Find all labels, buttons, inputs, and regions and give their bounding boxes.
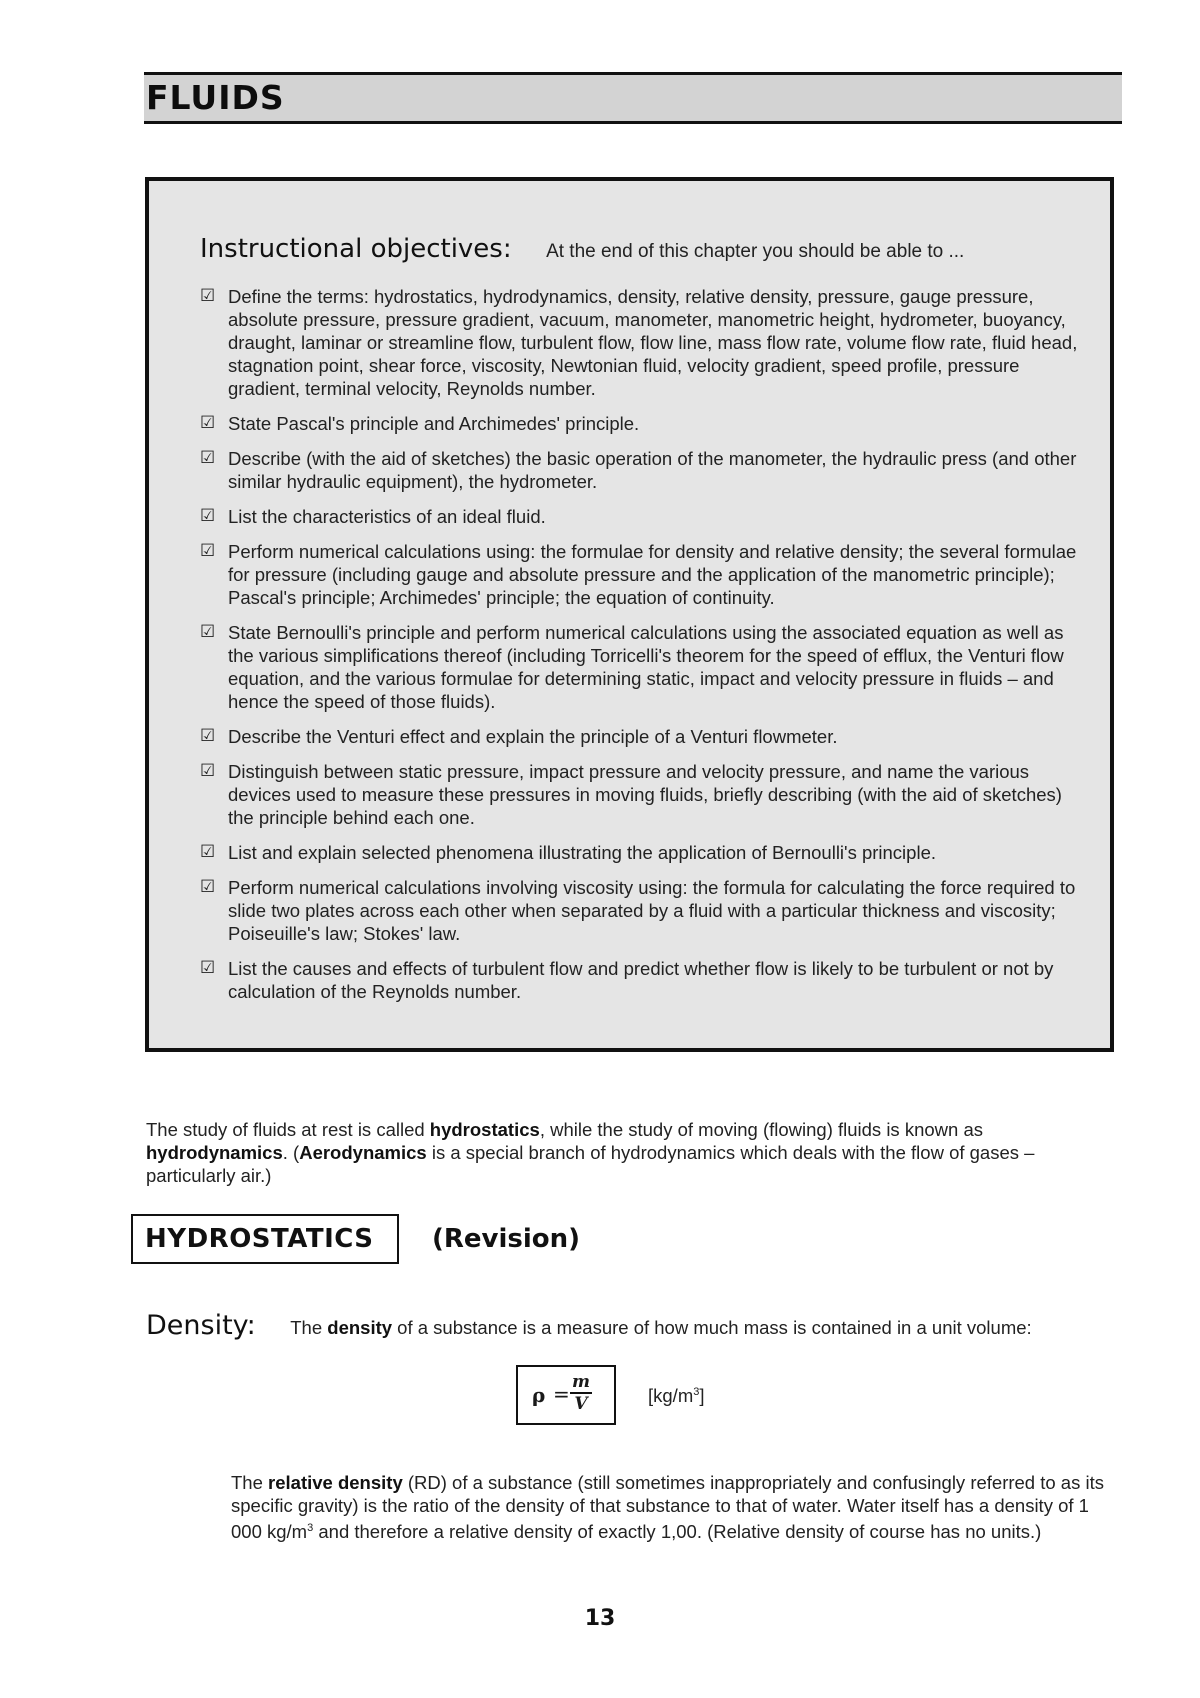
checkbox-checked-icon: ☑ [200,413,216,433]
chapter-header-bar [144,72,1122,124]
text-run: The [290,1317,328,1338]
objective-item [200,505,1080,528]
objective-item [200,447,1080,493]
formula-equals: = [553,1382,570,1406]
objective-item [200,540,1080,609]
density-formula-box [516,1365,616,1425]
checkbox-checked-icon: ☑ [200,448,216,468]
objectives-heading-row [200,234,964,264]
section-subtitle: (Revision) [432,1224,581,1254]
objective-text: Perform numerical calculations using: the formulae for density and relative density; the several formulae for pressure (including gauge and absolute pressure and the application of the manometric principle); Pascal's principle; Archimedes' principle; the equation of continuity. [228,541,1077,608]
objective-text: List the causes and effects of turbulent flow and predict whether flow is likely to be turbulent or not by calculation of the Reynolds number. [228,958,1054,1002]
objective-item [200,876,1080,945]
objectives-intro: At the end of this chapter you should be able to ... [546,241,965,262]
checkbox-checked-icon: ☑ [200,726,216,746]
objective-text: Describe the Venturi effect and explain the principle of a Venturi flowmeter. [228,726,838,747]
objectives-box [145,177,1114,1052]
text-run: of a substance is a measure of how much mass is contained in a unit volume: [392,1317,1032,1338]
objective-item [200,725,1080,748]
page-number: 13 [584,1606,616,1631]
formula-numerator: m [572,1372,590,1392]
objective-text: State Bernoulli's principle and perform numerical calculations using the associated equation as well as the various simplifications thereof (including Torricelli's theorem for the speed of efflux, the Venturi flow equation, and the various formulae for determining static, impact and velocity pressure in fluids – and hence the speed of those fluids). [228,622,1064,712]
text-run: [kg/m [648,1385,694,1406]
checkbox-checked-icon: ☑ [200,958,216,978]
checkbox-checked-icon: ☑ [200,541,216,561]
objective-item [200,621,1080,713]
objective-text: List the characteristics of an ideal fluid. [228,506,546,527]
objective-text: Perform numerical calculations involving viscosity using: the formula for calculating the force required to slide two plates across each other when separated by a fluid with a particular thickness and viscosity; Poiseuille's law; Stokes' law. [228,877,1076,944]
section-title: HYDROSTATICS [145,1224,374,1254]
section-heading-box [131,1214,399,1264]
checkbox-checked-icon: ☑ [200,506,216,526]
density-definition [290,1317,1031,1338]
objective-text: Define the terms: hydrostatics, hydrodynamics, density, relative density, pressure, gauge pressure, absolute pressure, pressure gradient, vacuum, manometer, manometric height, hydrometer, buoyancy, draught, laminar or streamline flow, turbulent flow, flow line, mass flow rate, volume flow rate, fluid head, stagnation point, shear force, viscosity, Newtonian fluid, velocity gradient, speed profile, pressure gradient, terminal velocity, Reynolds number. [228,286,1078,399]
text-run: . ( [282,1141,300,1163]
text-run: is a special branch of hydrodynamics which deals with the flow of gases – particularly air.) [146,1141,1035,1186]
formula-denominator: V [574,1393,588,1414]
text-run: , while the study of moving (flowing) fluids is known as [539,1118,983,1140]
term-relative-density: relative density [268,1471,403,1493]
term-density: density [327,1317,393,1338]
checkbox-checked-icon: ☑ [200,286,216,306]
text-run: ] [699,1385,705,1406]
density-units [648,1385,705,1407]
objective-item [200,285,1080,400]
term-hydrostatics: hydrostatics [429,1118,540,1140]
checkbox-checked-icon: ☑ [200,842,216,862]
objective-text: State Pascal's principle and Archimedes' principle. [228,413,640,434]
objective-item [200,760,1080,829]
objective-text: List and explain selected phenomena illustrating the application of Bernoulli's principle. [228,842,936,863]
objectives-list [200,285,1080,1015]
objective-item [200,412,1080,435]
text-run: and therefore a relative density of exactly 1,00. (Relative density of course has no units.) [313,1520,1042,1542]
density-row [146,1310,1032,1341]
term-hydrodynamics: hydrodynamics [146,1141,283,1163]
checkbox-checked-icon: ☑ [200,761,216,781]
term-aerodynamics: Aerodynamics [299,1141,427,1163]
formula-fraction [570,1373,592,1413]
units-exponent: 3 [307,1521,314,1534]
checkbox-checked-icon: ☑ [200,622,216,642]
objectives-heading: Instructional objectives: [200,234,512,264]
units-exponent: 3 [693,1385,700,1398]
intro-paragraph [146,1118,1121,1187]
chapter-title: FLUIDS [146,78,285,117]
text-run: (RD) of a substance (still sometimes inappropriately and confusingly referred to as its specific gravity) is the ratio of the density of that substance to that of water. Water itself has a density of 1 000 kg/m [231,1471,1104,1542]
formula-rho: ρ [532,1383,546,1407]
objective-item [200,841,1080,864]
objective-text: Describe (with the aid of sketches) the basic operation of the manometer, the hydraulic press (and other similar hydraulic equipment), the hydrometer. [228,448,1077,492]
relative-density-paragraph [231,1471,1121,1543]
text-run: The study of fluids at rest is called [146,1118,430,1140]
text-run: The [231,1471,269,1493]
density-heading: Density: [146,1310,256,1341]
objective-item [200,957,1080,1003]
checkbox-checked-icon: ☑ [200,877,216,897]
objective-text: Distinguish between static pressure, impact pressure and velocity pressure, and name the various devices used to measure these pressures in moving fluids, briefly describing (with the aid of sketches) the principle behind each one. [228,761,1062,828]
